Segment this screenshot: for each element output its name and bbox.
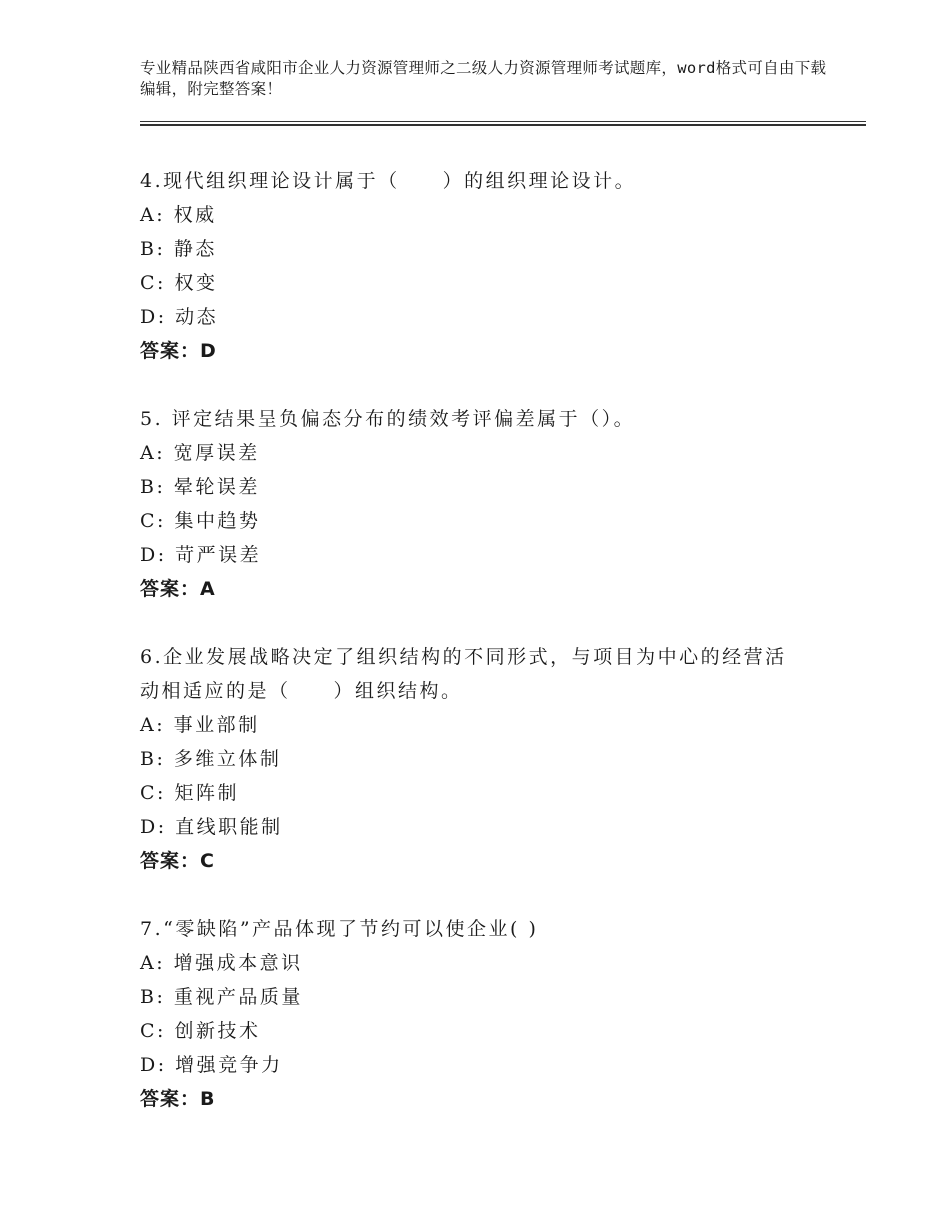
option-a: A: 事业部制	[140, 714, 260, 736]
option-a: A: 增强成本意识	[140, 952, 303, 974]
option-c: C: 矩阵制	[140, 782, 239, 804]
option-d: D: 直线职能制	[140, 816, 283, 838]
question-list	[140, 164, 840, 1150]
document-header: 专业精品陕西省咸阳市企业人力资源管理师之二级人力资源管理师考试题库，word格式可自由下载编辑，附完整答案！	[140, 59, 827, 98]
answer: 答案：B	[140, 1088, 216, 1110]
option-b: B: 重视产品质量	[140, 986, 303, 1008]
option-c: C: 权变	[140, 272, 218, 294]
option-a: A: 宽厚误差	[140, 442, 260, 464]
option-c: C: 创新技术	[140, 1020, 261, 1042]
header-divider	[140, 121, 866, 122]
question-stem: 6.企业发展战略决定了组织结构的不同形式，与项目为中心的经营活动相适应的是（ ）组织结构。	[140, 646, 787, 702]
question-7	[140, 912, 840, 1116]
question-stem: 4.现代组织理论设计属于（ ）的组织理论设计。	[140, 170, 637, 192]
question-4	[140, 164, 840, 368]
option-d: D: 增强竞争力	[140, 1054, 283, 1076]
option-b: B: 多维立体制	[140, 748, 282, 770]
option-a: A: 权威	[140, 204, 217, 226]
answer: 答案：A	[140, 578, 216, 600]
answer: 答案：D	[140, 340, 217, 362]
option-d: D: 苛严误差	[140, 544, 262, 566]
question-5	[140, 402, 840, 606]
option-b: B: 静态	[140, 238, 217, 260]
question-stem: 5. 评定结果呈负偏态分布的绩效考评偏差属于（）。	[140, 408, 636, 430]
question-6	[140, 640, 840, 878]
question-stem: 7.“零缺陷”产品体现了节约可以使企业( )	[140, 918, 539, 940]
option-d: D: 动态	[140, 306, 219, 328]
option-c: C: 集中趋势	[140, 510, 261, 532]
header-divider-thick	[140, 124, 866, 126]
option-b: B: 晕轮误差	[140, 476, 260, 498]
answer: 答案：C	[140, 850, 215, 872]
